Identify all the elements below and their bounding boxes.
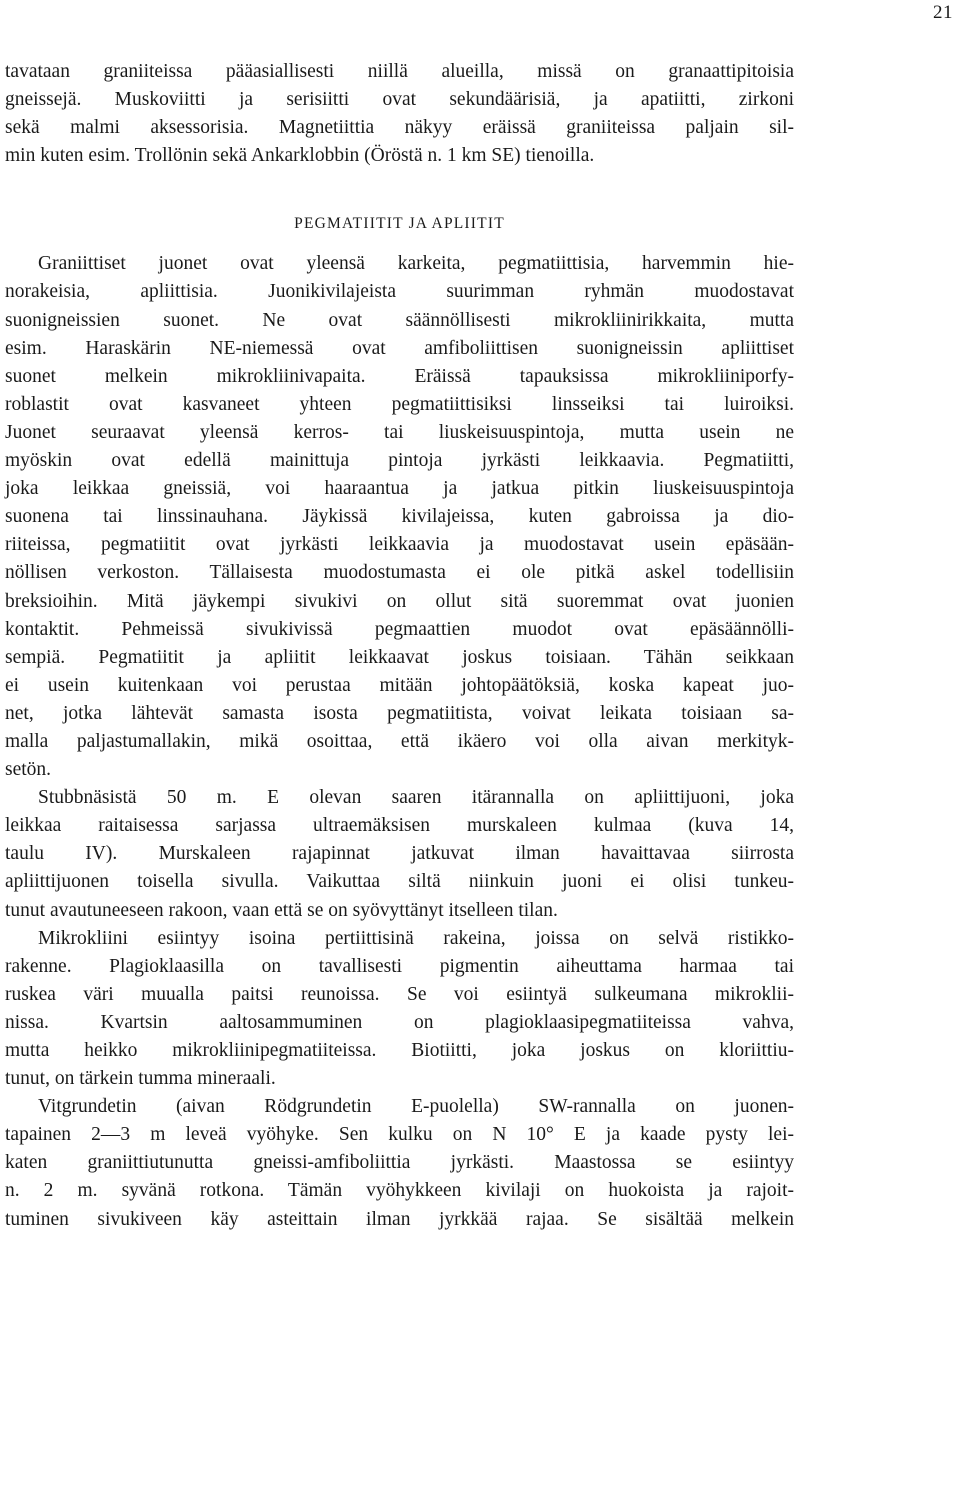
text-line: riiteissa, pegmatiitit ovat jyrkästi leikkaavia ja muodostavat usein epäsään-	[5, 534, 794, 556]
text-line: taulu IV). Murskaleen rajapinnat jatkuvat ilman havaittavaa siirrosta	[5, 843, 794, 865]
text-line: norakeisia, apliittisia. Juonikivilajeista suurimman ryhmän muodostavat	[5, 281, 794, 303]
text-line: roblastit ovat kasvaneet yhteen pegmatiittisiksi linsseiksi tai luiroiksi.	[5, 393, 794, 415]
text-line: apliittijuonen toisella sivulla. Vaikuttaa siltä niinkuin juoni ei olisi tunkeu-	[5, 871, 794, 893]
text-line: rakenne. Plagioklaasilla on tavallisesti pigmentin aiheuttama harmaa tai	[5, 955, 794, 977]
text-line: sekä malmi aksessorisia. Magnetiittia näkyy eräissä graniiteissa paljain sil-	[5, 117, 794, 139]
text-line: leikkaa raitaisessa sarjassa ultraemäksisen murskaleen kulmaa (kuva 14,	[5, 815, 794, 837]
text-line: tunut avautuneeseen rakoon, vaan että se on syövyttänyt itselleen tilan.	[5, 899, 558, 921]
text-line: katen graniittiutunutta gneissi-amfiboliittia jyrkästi. Maastossa se esiintyy	[5, 1152, 794, 1174]
section-spacer	[5, 170, 794, 210]
text-line: gneissejä. Muskoviitti ja serisiitti ovat sekundäärisiä, ja apatiitti, zirkoni	[5, 89, 794, 111]
text-line: kontaktit. Pehmeissä sivukivissä pegmaattien muodot ovat epäsäännölli-	[5, 618, 794, 640]
text-line: nissa. Kvartsin aaltosammuminen on plagioklaasipegmatiiteissa vahva,	[5, 1011, 794, 1033]
section-heading: PEGMATIITIT JA APLIITIT	[294, 215, 505, 233]
text-line: suonigneissien suonet. Ne ovat säännöllisesti mikrokliinirikkaita, mutta	[5, 309, 794, 331]
text-line: min kuten esim. Trollönin sekä Ankarklobbin (Öröstä n. 1 km SE) tienoilla.	[5, 145, 595, 167]
text-line: myöskin ovat edellä mainittuja pintoja jyrkästi leikkaavia. Pegmatiitti,	[5, 450, 794, 472]
text-line: tunut, on tärkein tumma mineraali.	[5, 1068, 276, 1090]
text-line: Graniittiset juonet ovat yleensä karkeita, pegmatiittisia, harvemmin hie-	[38, 253, 794, 275]
paragraph-stubbnas	[5, 784, 794, 924]
text-line: esim. Haraskärin NE-niemessä ovat amfiboliittisen suonigneissin apliittiset	[5, 337, 794, 359]
text-line: n. 2 m. syvänä rotkona. Tämän vyöhykkeen kivilaji on huokoista ja rajoit-	[5, 1180, 794, 1202]
text-line: Mikrokliini esiintyy isoina pertiittisinä rakeina, joissa on selvä ristikko-	[38, 927, 794, 949]
text-line: malla paljastumallakin, mikä osoittaa, että ikäero voi olla aivan merkityk-	[5, 730, 794, 752]
text-line: ei usein kuitenkaan voi perustaa mitään johtopäätöksiä, koska kapeat juo-	[5, 674, 794, 696]
text-line: joka leikkaa gneissiä, voi haaraantua ja jatkua pitkin liuskeisuuspintoja	[5, 478, 794, 500]
text-line: suonet melkein mikrokliinivapaita. Eräissä tapauksissa mikrokliiniporfy-	[5, 365, 794, 387]
text-line: breksioihin. Mitä jäykempi sivukivi on ollut sitä suoremmat ovat juonien	[5, 590, 794, 612]
text-line: mutta heikko mikrokliinipegmatiiteissa. Biotiitti, joka joskus on kloriittiu-	[5, 1040, 794, 1061]
text-line: tavataan graniiteissa pääasiallisesti niillä alueilla, missä on granaattipitoisia	[5, 61, 794, 82]
paragraph-mikrokliini	[5, 925, 794, 1094]
text-line: net, jotka lähtevät samasta isosta pegmatiitista, voivat leikata toisiaan sa-	[5, 702, 794, 724]
text-line: suonena tai linssinauhana. Jäykissä kivilajeissa, kuten gabroissa ja dio-	[5, 506, 794, 528]
text-line: Stubbnäsistä 50 m. E olevan saaren itärannalla on apliittijuoni, joka	[38, 787, 794, 809]
paragraph-pegmatites	[5, 250, 794, 784]
text-line: sempiä. Pegmatiitit ja apliitit leikkaavat joskus toisiaan. Tähän seikkaan	[5, 646, 794, 668]
text-line: ruskea väri muualla paitsi reunoissa. Se voi esiintyä sulkeumana mikroklii-	[5, 983, 794, 1005]
document-page	[5, 58, 794, 1234]
page-number: 21	[933, 2, 953, 23]
paragraph-vitgrundet	[5, 1093, 794, 1233]
text-line: setön.	[5, 759, 52, 781]
text-line: tuminen sivukiveen käy asteittain ilman jyrkkää rajaa. Se sisältää melkein	[5, 1208, 794, 1230]
text-line: Vitgrundetin (aivan Rödgrundetin E-puolella) SW-rannalla on juonen-	[38, 1096, 794, 1118]
text-line: nöllisen verkoston. Tällaisesta muodostumasta ei ole pitkä askel todellisiin	[5, 562, 794, 584]
intro-paragraph	[5, 58, 794, 170]
text-line: tapainen 2—3 m leveä vyöhyke. Sen kulku on N 10° E ja kaade pysty lei-	[5, 1124, 794, 1146]
text-line: Juonet seuraavat yleensä kerros- tai liuskeisuuspintoja, mutta usein ne	[5, 421, 794, 443]
